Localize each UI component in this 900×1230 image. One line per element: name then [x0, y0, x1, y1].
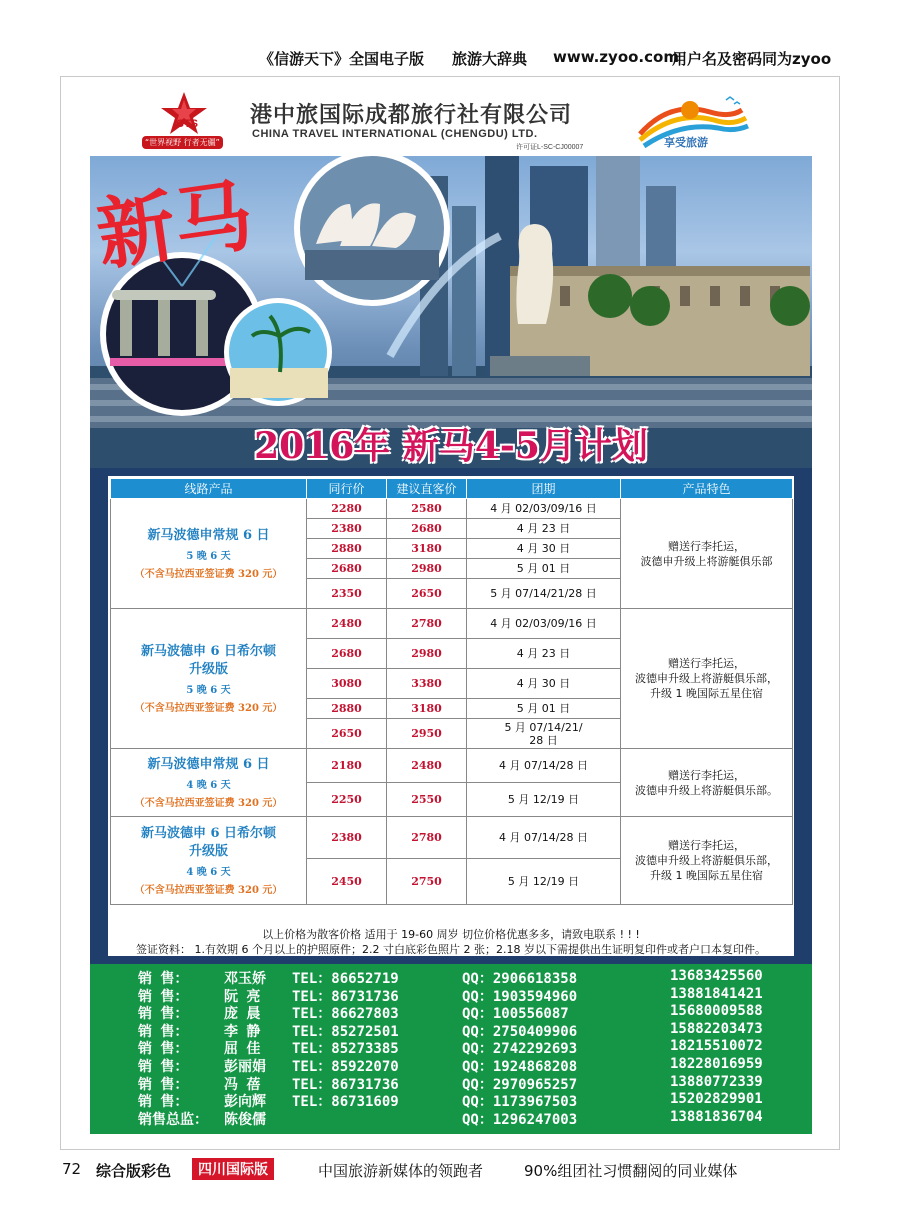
cts-slogan: “世界视野 行者无疆” — [142, 136, 223, 149]
contact-mobile: 18215510072 — [670, 1038, 763, 1055]
agency-name-cn: 港中旅国际成都旅行社有限公司 — [250, 102, 573, 128]
contact-row — [90, 1021, 812, 1039]
price-note: 以上价格为散客价格 适用于 19-60 周岁 切位价格优惠多多，请致电联系 ! ! ! — [262, 928, 640, 941]
contact-qq: QQ：1296247003 — [462, 1111, 578, 1128]
trade-price: 2250 — [307, 783, 387, 817]
product-name: 新马波德申 6 日希尔顿 升级版 — [140, 826, 277, 859]
contact-tel: TEL：86652719 — [292, 971, 399, 987]
contact-role: 销售总监： — [138, 1111, 208, 1128]
contact-name: 阮 亮 — [224, 988, 261, 1005]
trade-price: 2880 — [307, 699, 387, 719]
contact-role: 销 售： — [138, 1059, 189, 1075]
contact-mobile: 13880772339 — [670, 1073, 763, 1090]
contact-qq: QQ：2750409906 — [462, 1023, 578, 1040]
product-name: 新马波德申常规 6 日 — [147, 528, 270, 543]
contact-tel: TEL：86731609 — [292, 1094, 399, 1111]
magazine-title: 《信游天下》全国电子版 — [259, 50, 425, 68]
contact-tel: TEL：86731736 — [292, 988, 399, 1005]
departure-dates: 4 月 23 日 — [467, 639, 621, 669]
contact-name: 陈俊儒 — [224, 1111, 266, 1128]
page-number: 72 — [62, 1160, 82, 1178]
product-visa-note: （不含马拉西亚签证费 320 元） — [134, 703, 283, 714]
contact-tel: TEL：85272501 — [292, 1023, 399, 1040]
trade-price: 2380 — [307, 519, 387, 539]
contact-qq: QQ：1924868208 — [462, 1059, 578, 1075]
contact-tel: TEL：85922070 — [292, 1059, 399, 1075]
contact-row — [90, 1003, 812, 1021]
product-nights: 4 晚 6 天 — [186, 867, 231, 878]
product-visa-note: （不含马拉西亚签证费 320 元） — [134, 885, 283, 896]
contact-row — [90, 1109, 812, 1127]
contact-qq: QQ：2742292693 — [462, 1041, 578, 1058]
footer-slogan-2: 90%组团社习惯翻阅的同业媒体 — [524, 1162, 738, 1180]
page-footer — [0, 1158, 900, 1184]
contact-qq: QQ：2906618358 — [462, 971, 578, 987]
retail-price: 2480 — [387, 749, 467, 783]
retail-price: 2980 — [387, 559, 467, 579]
contact-role: 销 售： — [138, 1006, 189, 1023]
contact-row — [90, 986, 812, 1004]
trade-price: 2650 — [307, 719, 387, 749]
campaign-title: 2016年 新马4-5月计划 — [254, 425, 648, 467]
contact-mobile: 15882203473 — [670, 1020, 763, 1037]
contact-role: 销 售： — [138, 1023, 189, 1040]
contact-qq: QQ：1173967503 — [462, 1094, 578, 1111]
contact-role: 销 售： — [138, 971, 189, 987]
agency-name-en: CHINA TRAVEL INTERNATIONAL (CHENGDU) LTD. — [252, 128, 538, 140]
retail-price: 2680 — [387, 519, 467, 539]
price-table-inner — [108, 476, 794, 956]
product-cell — [111, 609, 307, 749]
sales-contacts — [90, 964, 812, 1134]
contact-tel: TEL：86731736 — [292, 1076, 399, 1093]
departure-dates: 5 月 12/19 日 — [467, 859, 621, 905]
header-departure: 团期 — [467, 479, 621, 499]
price-table — [110, 478, 793, 905]
trade-price: 3080 — [307, 669, 387, 699]
contact-qq: QQ：100556087 — [462, 1006, 569, 1023]
retail-price: 3180 — [387, 539, 467, 559]
product-visa-note: （不含马拉西亚签证费 320 元） — [134, 798, 283, 809]
table-row — [111, 749, 793, 783]
contact-tel: TEL：85273385 — [292, 1041, 399, 1058]
agency-header — [90, 88, 812, 156]
contact-name: 冯 蓓 — [224, 1076, 261, 1093]
dictionary-label: 旅游大辞典 — [452, 50, 528, 68]
product-features: 赠送行李托运， 波德申升级上将游艇俱乐部。 — [621, 749, 793, 817]
product-nights: 5 晚 6 天 — [186, 551, 231, 562]
departure-dates: 4 月 30 日 — [467, 669, 621, 699]
contact-mobile: 15680009588 — [670, 1003, 763, 1020]
product-features: 赠送行李托运， 波德申升级上将游艇俱乐部， 升级 1 晚国际五星住宿 — [621, 817, 793, 905]
contact-role: 销 售： — [138, 1041, 189, 1058]
trade-price: 2680 — [307, 559, 387, 579]
trade-price: 2450 — [307, 859, 387, 905]
retail-price: 3380 — [387, 669, 467, 699]
retail-price: 2550 — [387, 783, 467, 817]
footer-slogan-1: 中国旅游新媒体的领跑者 — [318, 1162, 484, 1180]
contact-name: 邓玉娇 — [224, 971, 266, 987]
website-link[interactable]: www.zyoo.com — [553, 48, 679, 66]
contact-role: 销 售： — [138, 988, 189, 1005]
cts-logo-text: CTS — [176, 118, 198, 130]
contact-mobile: 13881836704 — [670, 1108, 763, 1125]
table-row — [111, 817, 793, 859]
edition-badge: 四川国际版 — [192, 1158, 274, 1180]
contact-row — [90, 1056, 812, 1074]
trade-price: 2380 — [307, 817, 387, 859]
contact-row — [90, 968, 812, 986]
product-cell — [111, 749, 307, 817]
retail-price: 3180 — [387, 699, 467, 719]
table-header-row — [111, 479, 793, 499]
retail-price: 2580 — [387, 499, 467, 519]
trade-price: 2680 — [307, 639, 387, 669]
departure-dates: 5 月 01 日 — [467, 559, 621, 579]
brush-title-text: 新马 — [91, 170, 259, 282]
trade-price: 2180 — [307, 749, 387, 783]
product-name: 新马波德申常规 6 日 — [147, 757, 270, 772]
departure-dates: 4 月 23 日 — [467, 519, 621, 539]
magazine-header — [0, 44, 900, 74]
contact-name: 李 静 — [224, 1023, 261, 1040]
contact-row — [90, 1074, 812, 1092]
header-route: 线路产品 — [111, 479, 307, 499]
contact-mobile: 13881841421 — [670, 985, 763, 1002]
departure-dates: 4 月 07/14/28 日 — [467, 817, 621, 859]
contact-qq: QQ：1903594960 — [462, 988, 578, 1005]
trade-price: 2880 — [307, 539, 387, 559]
contact-name: 彭向辉 — [224, 1094, 266, 1111]
contact-qq: QQ：2970965257 — [462, 1076, 578, 1093]
retail-price: 2650 — [387, 579, 467, 609]
departure-dates: 4 月 30 日 — [467, 539, 621, 559]
product-visa-note: （不含马拉西亚签证费 320 元） — [134, 569, 283, 580]
departure-dates: 5 月 07/14/21/ 28 日 — [467, 719, 621, 749]
table-row — [111, 609, 793, 639]
departure-dates: 5 月 12/19 日 — [467, 783, 621, 817]
retail-price: 2780 — [387, 817, 467, 859]
departure-dates: 5 月 07/14/21/28 日 — [467, 579, 621, 609]
header-features: 产品特色 — [621, 479, 793, 499]
contact-name: 庞 晨 — [224, 1006, 261, 1023]
product-features: 赠送行李托运， 波德申升级上将游艇俱乐部， 升级 1 晚国际五星住宿 — [621, 609, 793, 749]
product-nights: 5 晚 6 天 — [186, 685, 231, 696]
product-cell — [111, 817, 307, 905]
retail-price: 2750 — [387, 859, 467, 905]
agency-license: 许可证L-SC-CJ00007 — [516, 144, 584, 151]
contact-tel: TEL：86627803 — [292, 1006, 399, 1023]
partner-logo-text: 享受旅游 — [664, 136, 708, 149]
contact-mobile: 15202829901 — [670, 1091, 763, 1108]
header-trade-price: 同行价 — [307, 479, 387, 499]
header-retail-price: 建议直客价 — [387, 479, 467, 499]
contact-name: 屈 佳 — [224, 1041, 261, 1058]
section-label: 综合版彩色 — [96, 1162, 172, 1180]
retail-price: 2950 — [387, 719, 467, 749]
contact-role: 销 售： — [138, 1094, 189, 1111]
contact-role: 销 售： — [138, 1076, 189, 1093]
retail-price: 2980 — [387, 639, 467, 669]
contact-row — [90, 1038, 812, 1056]
hero-banner — [90, 156, 812, 476]
departure-dates: 5 月 01 日 — [467, 699, 621, 719]
departure-dates: 4 月 07/14/28 日 — [467, 749, 621, 783]
price-table-panel — [90, 468, 812, 964]
trade-price: 2280 — [307, 499, 387, 519]
table-row — [111, 499, 793, 519]
trade-price: 2350 — [307, 579, 387, 609]
contact-name: 彭丽娟 — [224, 1059, 266, 1075]
product-cell — [111, 499, 307, 609]
login-note: 用户名及密码同为zyoo — [672, 50, 832, 68]
departure-dates: 4 月 02/03/09/16 日 — [467, 499, 621, 519]
trade-price: 2480 — [307, 609, 387, 639]
product-name: 新马波德申 6 日希尔顿 升级版 — [140, 644, 277, 677]
visa-info: 签证资料： 1.有效期 6 个月以上的护照原件；2.2 寸白底彩色照片 2 张；2.18 岁以下需提供出生证明复印件或者户口本复印件。 — [136, 943, 766, 956]
contact-mobile: 18228016959 — [670, 1056, 763, 1072]
product-features: 赠送行李托运， 波德申升级上将游艇俱乐部 — [621, 499, 793, 609]
contact-mobile: 13683425560 — [670, 968, 763, 984]
departure-dates: 4 月 02/03/09/16 日 — [467, 609, 621, 639]
retail-price: 2780 — [387, 609, 467, 639]
contact-row — [90, 1091, 812, 1109]
product-nights: 4 晚 6 天 — [186, 780, 231, 791]
